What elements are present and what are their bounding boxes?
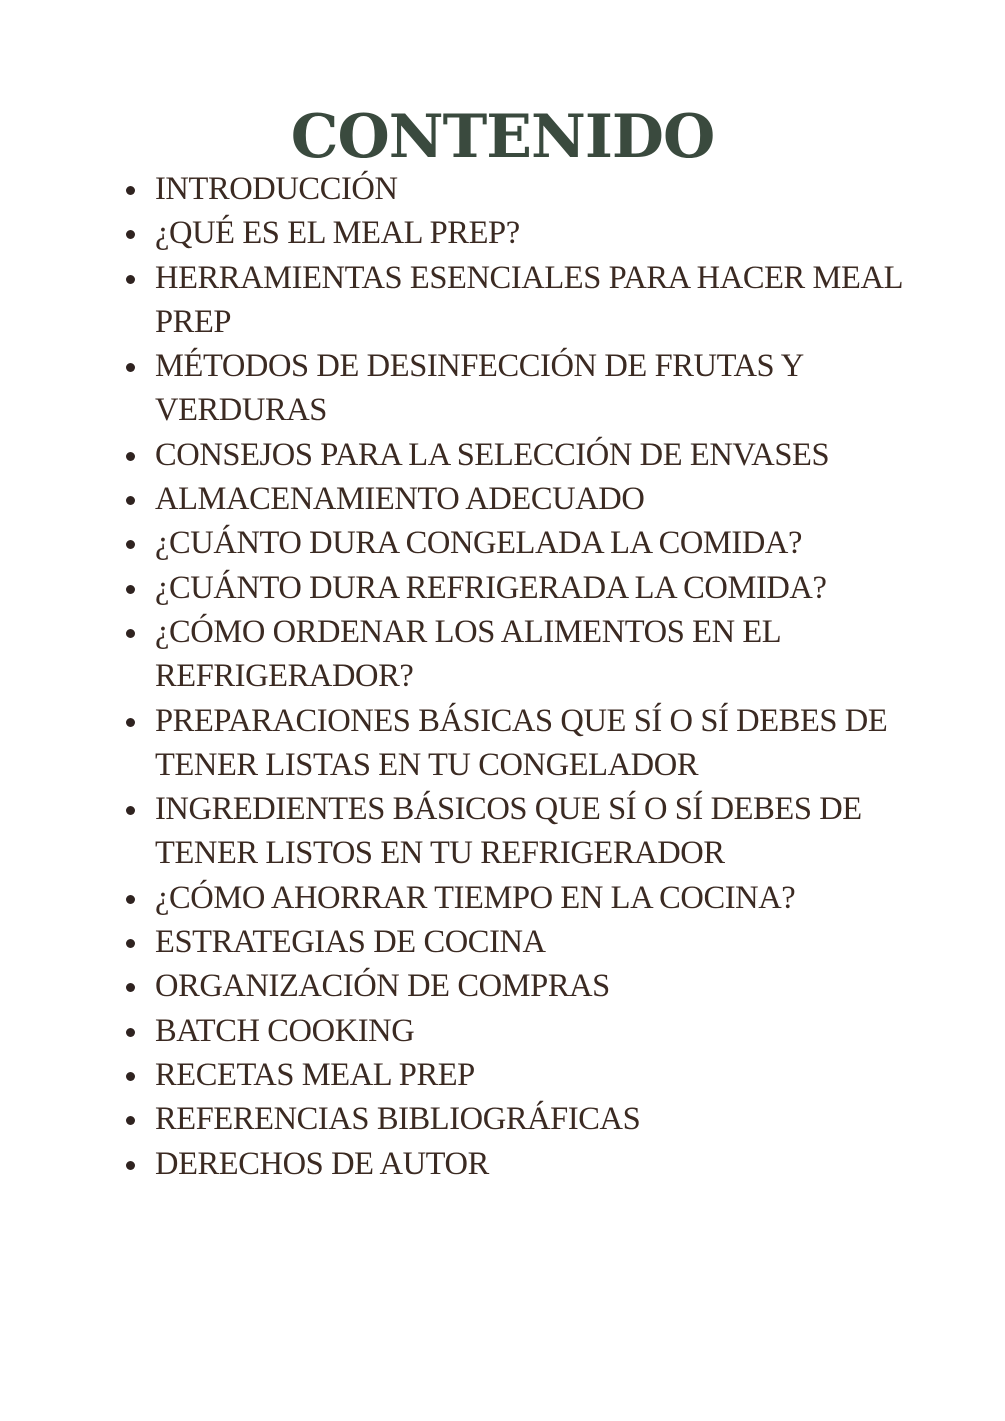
toc-item: [155, 566, 925, 610]
toc-item-label: ¿CÓMO ORDENAR LOS ALIMENTOS EN EL REFRIGERADOR?: [155, 613, 781, 695]
toc-item-label: PREPARACIONES BÁSICAS QUE SÍ O SÍ DEBES DE TENER LISTAS EN TU CONGELADOR: [155, 702, 888, 783]
toc-item: [155, 1053, 925, 1097]
bullet-icon: [126, 363, 135, 372]
bullet-icon: [126, 275, 135, 284]
toc-item: [155, 256, 925, 345]
bullet-icon: [126, 1072, 135, 1081]
table-of-contents: [155, 167, 925, 1186]
bullet-icon: [126, 452, 135, 461]
toc-item-label: ¿CUÁNTO DURA CONGELADA LA COMIDA?: [155, 525, 803, 562]
toc-item: [155, 699, 925, 788]
toc-item: [155, 1009, 925, 1053]
toc-item-label: INTRODUCCIÓN: [155, 171, 398, 207]
toc-item-label: ESTRATEGIAS DE COCINA: [155, 924, 546, 961]
toc-item-label: CONSEJOS PARA LA SELECCIÓN DE ENVASES: [155, 436, 830, 473]
bullet-icon: [126, 1028, 135, 1037]
bullet-icon: [126, 629, 135, 638]
toc-item: [155, 433, 925, 477]
toc-item-label: ¿QUÉ ES EL MEAL PREP?: [155, 215, 520, 252]
toc-item-label: INGREDIENTES BÁSICOS QUE SÍ O SÍ DEBES DE TENER LISTOS EN TU REFRIGERADOR: [155, 791, 862, 872]
toc-item-label: RECETAS MEAL PREP: [155, 1056, 475, 1093]
toc-item: [155, 1142, 925, 1186]
toc-item-label: MÉTODOS DE DESINFECCIÓN DE FRUTAS Y VERDURAS: [155, 348, 803, 429]
toc-item: [155, 610, 925, 699]
bullet-icon: [126, 939, 135, 948]
page-title: CONTENIDO: [290, 102, 715, 173]
toc-item-label: ¿CUÁNTO DURA REFRIGERADA LA COMIDA?: [155, 569, 827, 606]
bullet-icon: [126, 895, 135, 904]
toc-item-label: HERRAMIENTAS ESENCIALES PARA HACER MEAL PREP: [155, 259, 902, 340]
toc-item-label: REFERENCIAS BIBLIOGRÁFICAS: [155, 1101, 641, 1138]
bullet-icon: [126, 540, 135, 549]
bullet-icon: [126, 1116, 135, 1125]
toc-item: [155, 344, 925, 433]
toc-item-label: ¿CÓMO AHORRAR TIEMPO EN LA COCINA?: [155, 879, 796, 916]
toc-item: [155, 787, 925, 876]
toc-item: [155, 920, 925, 964]
bullet-icon: [126, 496, 135, 505]
toc-item: [155, 1097, 925, 1141]
bullet-icon: [126, 585, 135, 594]
bullet-icon: [126, 1161, 135, 1170]
bullet-icon: [126, 186, 135, 195]
toc-item: [155, 876, 925, 920]
bullet-icon: [126, 983, 135, 992]
toc-item: [155, 211, 925, 255]
bullet-icon: [126, 230, 135, 239]
toc-item: [155, 521, 925, 565]
toc-item-label: ORGANIZACIÓN DE COMPRAS: [155, 968, 610, 1005]
toc-item-label: BATCH COOKING: [155, 1012, 415, 1049]
bullet-icon: [126, 718, 135, 727]
toc-item: [155, 964, 925, 1008]
toc-item: [155, 167, 925, 211]
toc-item: [155, 477, 925, 521]
bullet-icon: [126, 806, 135, 815]
toc-item-label: ALMACENAMIENTO ADECUADO: [155, 481, 645, 518]
toc-item-label: DERECHOS DE AUTOR: [155, 1145, 489, 1182]
